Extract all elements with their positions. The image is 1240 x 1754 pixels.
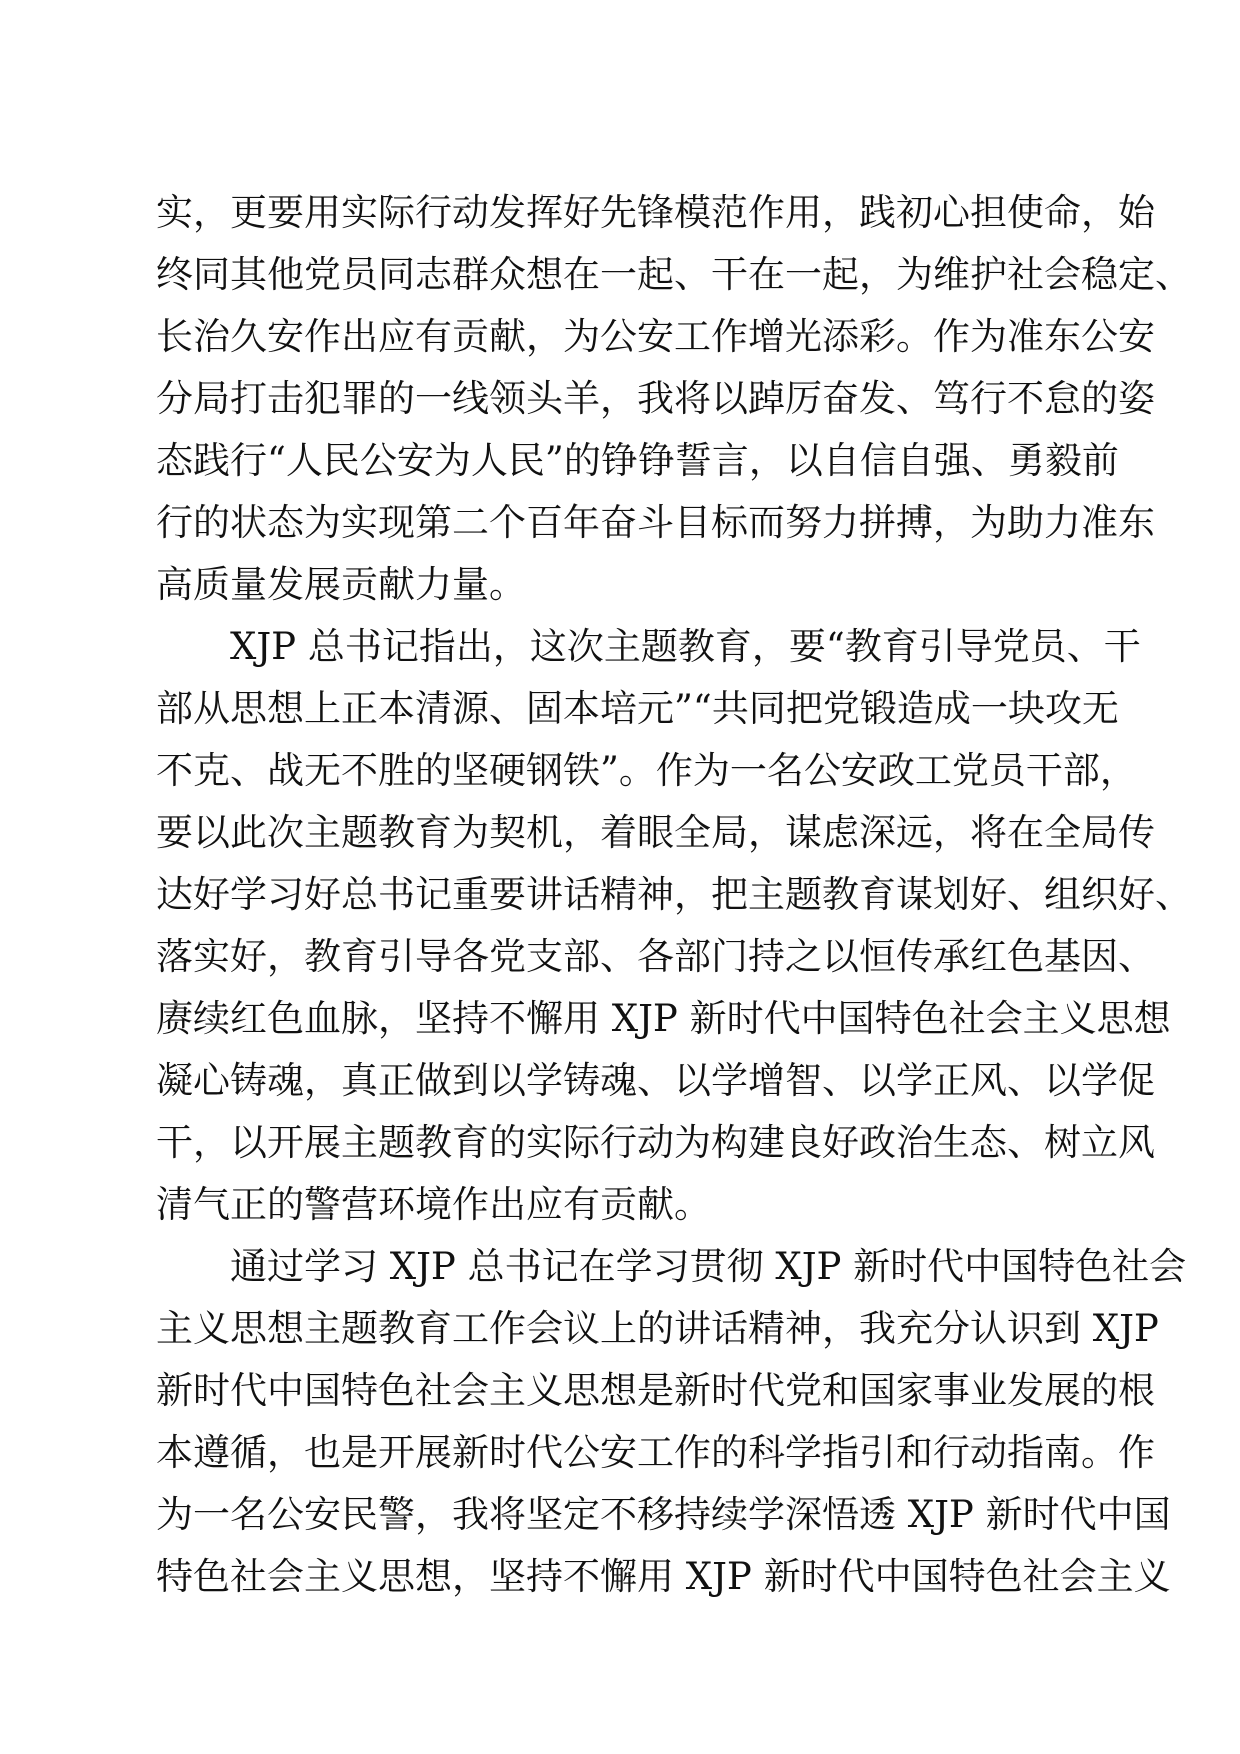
text-line: 落实好，教育引导各党支部、各部门持之以恒传承红色基因、 (156, 935, 1155, 978)
text-line: 赓续红色血脉，坚持不懈用 XJP 新时代中国特色社会主义思想 (156, 997, 1171, 1040)
text-line: 不克、战无不胜的坚硬钢铁”。作为一名公安政工党员干部， (156, 749, 1137, 792)
text-line: 终同其他党员同志群众想在一起、干在一起，为维护社会稳定、 (156, 253, 1192, 296)
paragraph-first-line: XJP 总书记指出，这次主题教育，要“教育引导党员、干 (230, 625, 1141, 668)
paragraph-first-line: 通过学习 XJP 总书记在学习贯彻 XJP 新时代中国特色社会 (230, 1245, 1187, 1288)
text-line: 主义思想主题教育工作会议上的讲话精神，我充分认识到 XJP (156, 1307, 1159, 1350)
text-line: 分局打击犯罪的一线领头羊，我将以踔厉奋发、笃行不怠的姿 (156, 377, 1155, 420)
text-line: 干，以开展主题教育的实际行动为构建良好政治生态、树立风 (156, 1121, 1155, 1164)
text-line: 本遵循，也是开展新时代公安工作的科学指引和行动指南。作 (156, 1431, 1155, 1474)
text-line: 态践行“人民公安为人民”的铮铮誓言，以自信自强、勇毅前 (156, 439, 1119, 482)
text-line: 达好学习好总书记重要讲话精神，把主题教育谋划好、组织好、 (156, 873, 1192, 916)
text-line: 行的状态为实现第二个百年奋斗目标而努力拼搏，为助力准东 (156, 501, 1155, 544)
text-line: 清气正的警营环境作出应有贡献。 (156, 1183, 711, 1226)
text-line: 实，更要用实际行动发挥好先锋模范作用，践初心担使命，始 (156, 191, 1155, 234)
text-line: 特色社会主义思想，坚持不懈用 XJP 新时代中国特色社会主义 (156, 1555, 1171, 1598)
text-line: 为一名公安民警，我将坚定不移持续学深悟透 XJP 新时代中国 (156, 1493, 1171, 1536)
text-line: 新时代中国特色社会主义思想是新时代党和国家事业发展的根 (156, 1369, 1155, 1412)
text-line: 部从思想上正本清源、固本培元”“共同把党锻造成一块攻无 (156, 687, 1119, 730)
text-line: 要以此次主题教育为契机，着眼全局，谋虑深远，将在全局传 (156, 811, 1155, 854)
text-line: 长治久安作出应有贡献，为公安工作增光添彩。作为准东公安 (156, 315, 1155, 358)
text-line: 凝心铸魂，真正做到以学铸魂、以学增智、以学正风、以学促 (156, 1059, 1155, 1102)
text-line: 高质量发展贡献力量。 (156, 563, 526, 606)
